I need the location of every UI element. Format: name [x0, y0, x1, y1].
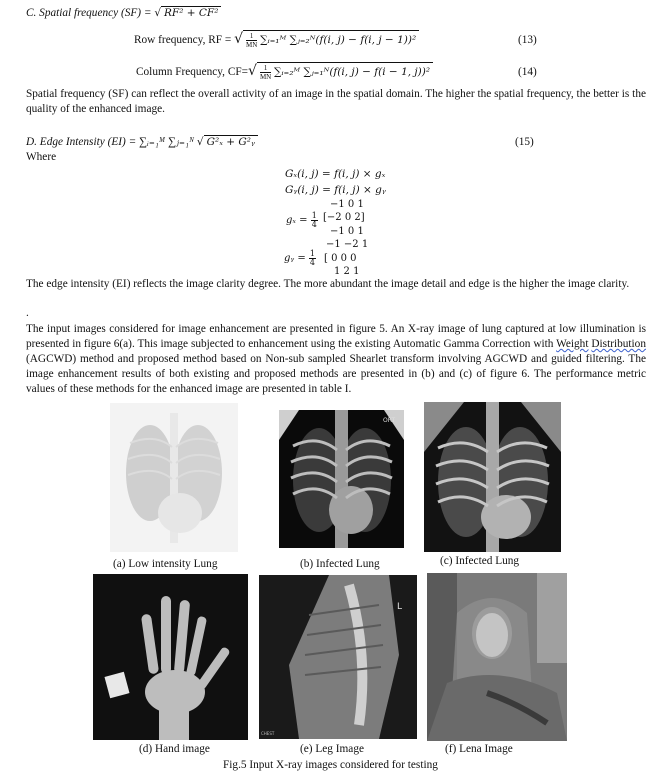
- image-e-label: CHEST: [261, 731, 275, 736]
- equation-number-13: (13): [518, 34, 537, 46]
- body-part-3: (AGCWD) method and proposed method based on Non-sub sampled Shearlet transform involving AGCWD and guided filtering. The image enhancement results of both existing and proposed methods are presented in (b) and (c) of figure 6. The performance metric values of these methods for the enhanced image are presented in table I.: [26, 353, 646, 395]
- gx-row-3: −1 0 1: [330, 226, 364, 237]
- caption-d: (d) Hand image: [139, 743, 210, 755]
- caption-e: (e) Leg Image: [300, 743, 364, 755]
- spellcheck-word-distribution: Distribution: [591, 338, 646, 350]
- image-infected-lung-b: [279, 410, 404, 548]
- where-label: Where: [26, 151, 57, 163]
- image-infected-lung-c: [424, 402, 561, 552]
- row-frac-den: MN: [246, 41, 258, 49]
- image-b-marker: ORT: [383, 417, 396, 424]
- column-frequency-equation: Column Frequency, CF=√ $\frac{1}{MN}$ ∑ᵢ₌₂ᴹ ∑ⱼ₌₁ᴺ(f(i, j) − f(i − 1, j))²: [136, 62, 433, 81]
- image-lena: [427, 573, 567, 741]
- caption-f: (f) Lena Image: [445, 743, 513, 755]
- gx-row-2: [−2 0 2]: [323, 212, 365, 223]
- spellcheck-word-weight: Weight: [556, 338, 589, 350]
- row-frequency-formula: ∑ᵢ₌₁ᴹ ∑ⱼ₌₂ᴺ(f(i, j) − f(i, j − 1))²: [260, 34, 417, 47]
- column-frequency-label: Column Frequency, CF=: [136, 66, 249, 79]
- row-frac-num: 1: [246, 32, 257, 41]
- figure-title: Fig.5 Input X-ray images considered for testing: [223, 759, 438, 771]
- image-e-marker: L: [397, 602, 403, 612]
- caption-a: (a) Low intensity Lung: [113, 558, 218, 570]
- equation-number-15: (15): [515, 136, 534, 148]
- image-hand: [93, 574, 248, 740]
- body-paragraph: [26, 322, 646, 397]
- gy-equation: Gᵧ(i, j) = f(i, j) × gᵧ: [285, 184, 386, 196]
- row-frequency-label: Row frequency, RF =: [134, 34, 235, 47]
- gx-label: [286, 212, 318, 229]
- gy-frac-den: 4: [309, 258, 316, 267]
- section-d-heading: D. Edge Intensity (EI) = ∑ᵢ₌₁ᴹ ∑ⱼ₌₁ᴺ √ G²ₓ + G²ᵧ: [26, 135, 258, 148]
- gy-row-2: [ 0 0 0: [324, 253, 357, 264]
- caption-b: (b) Infected Lung: [300, 558, 380, 570]
- image-low-intensity-lung: [110, 403, 238, 552]
- col-frac-den: MN: [259, 73, 272, 81]
- equation-number-14: (14): [518, 66, 537, 78]
- gy-row-1: −1 −2 1: [326, 239, 369, 250]
- image-leg: [259, 575, 417, 739]
- col-frac-num: 1: [260, 64, 271, 73]
- gy-label: [284, 250, 316, 267]
- body-part-1: The input images considered for image enhancement are presented in figure 5. An X-ray image of lung captured at low illumination is presented in figure 6(a). This image subjected to enhancement using the existing Automatic Gamma Correction with: [26, 323, 646, 350]
- caption-c: (c) Infected Lung: [440, 555, 520, 567]
- section-c-heading: C. Spatial frequency (SF) = √ RF² + CF²: [26, 6, 221, 19]
- spatial-frequency-paragraph: Spatial frequency (SF) can reflect the overall activity of an image in the spatial domain. The higher the spatial frequency, the better is the quality of the enhanced image.: [26, 88, 646, 115]
- edge-intensity-paragraph: The edge intensity (EI) reflects the image clarity degree. The more abundant the image detail and edge is the higher the image clarity.: [26, 278, 630, 290]
- gx-equation: Gₓ(i, j) = f(i, j) × gₓ: [285, 168, 386, 180]
- ei-sqrt-formula: G²ₓ + G²ᵧ: [204, 135, 258, 148]
- gx-label-text: gₓ =: [286, 215, 308, 226]
- column-frequency-formula: ∑ᵢ₌₂ᴹ ∑ⱼ₌₁ᴺ(f(i, j) − f(i − 1, j))²: [274, 66, 431, 79]
- stray-dot: .: [26, 307, 29, 319]
- section-d-heading-text: D. Edge Intensity (EI) = ∑ᵢ₌₁ᴹ ∑ⱼ₌₁ᴺ: [26, 136, 197, 148]
- row-frequency-equation: Row frequency, RF = √ $\frac{1}{MN}$ ∑ᵢ₌₁ᴹ ∑ⱼ₌₂ᴺ(f(i, j) − f(i, j − 1))²: [134, 30, 419, 49]
- gx-frac-num: 1: [311, 211, 317, 220]
- sf-formula: RF² + CF²: [161, 6, 221, 19]
- section-c-heading-text: C. Spatial frequency (SF) =: [26, 7, 155, 19]
- gy-frac-num: 1: [309, 249, 316, 258]
- gy-row-3: 1 2 1: [334, 266, 360, 277]
- gy-label-text: gᵧ =: [284, 253, 306, 264]
- gx-frac-den: 4: [311, 220, 317, 229]
- gx-row-1: −1 0 1: [330, 199, 364, 210]
